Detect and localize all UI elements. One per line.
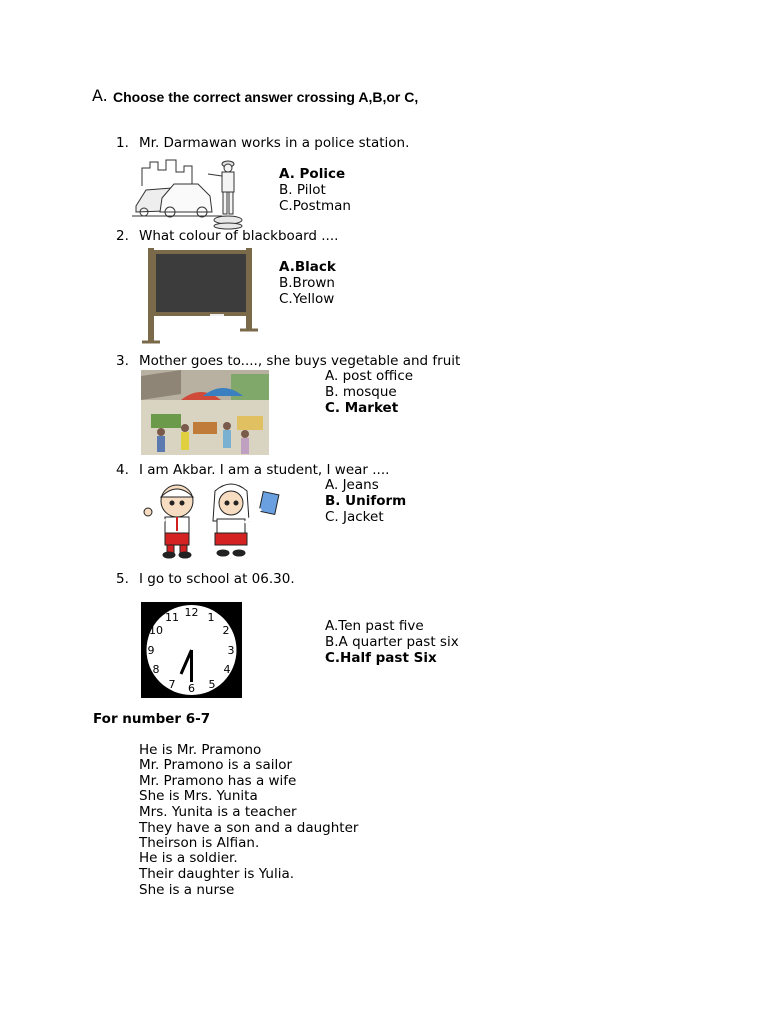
clock-number-5: 5 [208,678,216,691]
clock-number-12: 12 [184,606,199,619]
clock-number-10: 10 [149,624,163,637]
clock-image [141,602,242,698]
option-b: B. Uniform [325,493,407,509]
reading-line: Mrs. Yunita is a teacher [139,804,297,820]
clock-number-6: 6 [188,682,195,695]
reading-line: Their daughter is Yulia. [139,866,295,882]
question-text: I go to school at 06.30. [139,571,295,587]
option-a: A. Police [279,166,346,182]
option-c: C.Yellow [279,291,335,307]
clock-number-2: 2 [222,624,230,637]
clock-number-11: 11 [165,611,179,624]
question-number: 5. [116,571,129,587]
reading-line: They have a son and a daughter [139,820,359,836]
section-instruction: Choose the correct answer crossing A,B,or C, [113,89,419,105]
students-image [143,483,283,559]
option-b: B.Brown [279,275,335,291]
question-number: 3. [116,353,129,369]
option-b: B. Pilot [279,182,326,198]
blackboard-image [140,246,262,344]
clock-number-4: 4 [223,663,231,676]
clock-number-9: 9 [147,644,155,657]
option-b: B.A quarter past six [325,634,459,650]
clock-number-1: 1 [207,611,215,624]
reading-line: He is Mr. Pramono [139,742,262,758]
question-text: I am Akbar. I am a student, I wear .... [139,462,390,478]
question-number: 2. [116,228,129,244]
reading-line: Mr. Pramono is a sailor [139,757,293,773]
reading-line: She is a nurse [139,882,235,898]
option-c: C.Half past Six [325,650,437,666]
option-a: A.Ten past five [325,618,424,634]
clock-number-7: 7 [168,678,176,691]
reading-heading: For number 6-7 [93,711,211,727]
police-officer-image [132,156,252,230]
clock-number-8: 8 [152,663,160,676]
reading-line: He is a soldier. [139,850,238,866]
question-number: 4. [116,462,129,478]
option-a: A. post office [325,368,414,384]
option-c: C.Postman [279,198,351,214]
section-letter: A. [92,86,108,105]
option-c: C. Jacket [325,509,384,525]
reading-line: She is Mrs. Yunita [139,788,258,804]
question-text: What colour of blackboard .... [139,228,339,244]
reading-line: Mr. Pramono has a wife [139,773,297,789]
clock-number-3: 3 [227,644,235,657]
question-text: Mother goes to...., she buys vegetable and fruit [139,353,461,369]
reading-line: Theirson is Alfian. [139,835,260,851]
option-b: B. mosque [325,384,397,400]
question-text: Mr. Darmawan works in a police station. [139,135,410,151]
option-a: A. Jeans [325,477,379,493]
market-image [141,370,269,455]
question-number: 1. [116,135,129,151]
option-c: C. Market [325,400,399,416]
option-a: A.Black [279,259,336,275]
